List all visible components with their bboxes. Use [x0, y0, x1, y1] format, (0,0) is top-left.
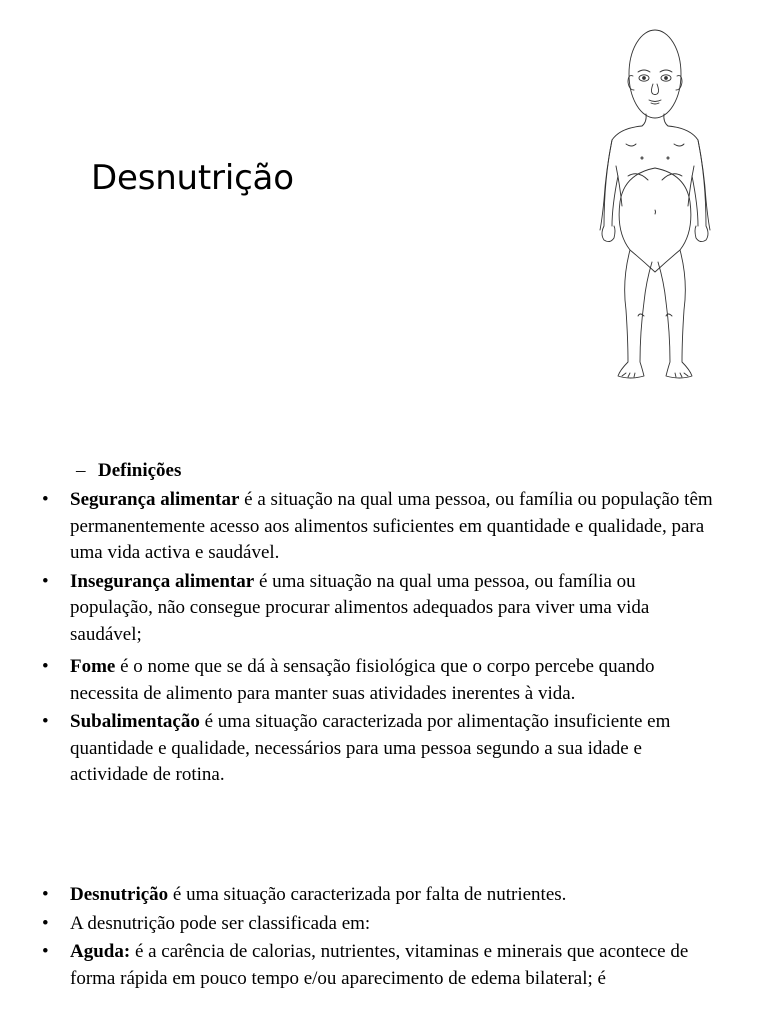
bullet-marker: •	[42, 941, 49, 962]
subheading-definicoes	[76, 458, 181, 484]
bullet-term: Fome	[70, 656, 116, 677]
classification-list	[0, 882, 720, 994]
bullet-term: Desnutrição	[70, 884, 169, 905]
bullet-term: Segurança alimentar	[70, 489, 240, 510]
bullet-text: A desnutrição pode ser classificada em:	[70, 912, 371, 934]
bullet-marker: •	[42, 489, 49, 510]
list-item	[0, 487, 720, 567]
bullet-text: é a situação na qual uma pessoa, ou família ou população têm permanentemente acesso aos alimentos suficientes em quantidade e qualidade, para uma vida activa e saudável.	[70, 489, 713, 563]
dash-marker: –	[76, 460, 86, 481]
bullet-text: é uma situação caracterizada por alimentação insuficiente em quantidade e qualidade, necessários para uma pessoa segundo a sua idade e actividade de rotina.	[70, 711, 671, 785]
definitions-list	[0, 487, 720, 791]
bullet-marker: •	[42, 711, 49, 732]
bullet-term: Subalimentação	[70, 711, 200, 732]
bullet-marker: •	[42, 656, 49, 677]
malnourished-child-illustration	[596, 26, 714, 382]
slide-title: Desnutrição	[91, 158, 294, 198]
bullet-marker: •	[42, 570, 49, 592]
bullet-text: é o nome que se dá à sensação fisiológica que o corpo percebe quando necessita de alimento para manter suas atividades inerentes à vida.	[70, 656, 655, 704]
bullet-marker: •	[42, 912, 49, 934]
bullet-term: Insegurança alimentar	[70, 570, 255, 592]
list-item	[0, 709, 720, 789]
list-item	[0, 911, 720, 938]
bullet-term: Aguda:	[70, 941, 131, 962]
list-item	[0, 569, 720, 649]
list-item	[0, 654, 720, 707]
bullet-marker: •	[42, 884, 49, 905]
bullet-text: é uma situação caracterizada por falta de nutrientes.	[168, 884, 567, 905]
list-item	[0, 939, 720, 992]
subheading-text: Definições	[98, 460, 182, 481]
bullet-text: é a carência de calorias, nutrientes, vitaminas e minerais que acontece de forma rápida em pouco tempo e/ou aparecimento de edema bilateral; é	[70, 941, 689, 989]
list-item	[0, 882, 720, 909]
bullet-text: é uma situação na qual uma pessoa, ou família ou população, não consegue procurar alimentos adequados para viver uma vida saudável;	[70, 570, 650, 645]
